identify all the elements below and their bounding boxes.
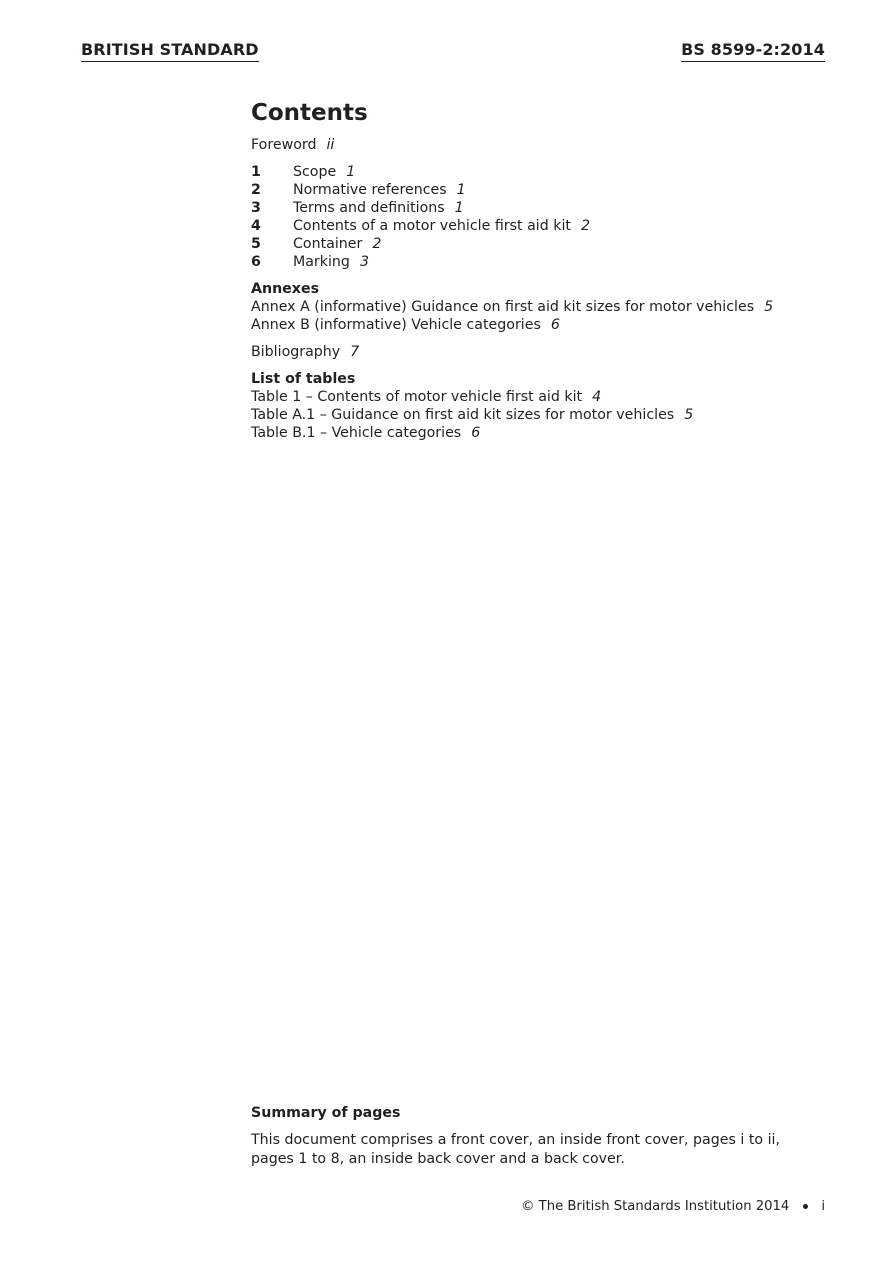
toc-entry-label: Normative references bbox=[293, 182, 447, 198]
toc-entry-label: Table 1 – Contents of motor vehicle first aid kit bbox=[251, 389, 583, 405]
clause-number: 5 bbox=[251, 236, 261, 252]
toc-table-a1[interactable] bbox=[251, 406, 851, 424]
toc-page-number: 5 bbox=[764, 299, 774, 315]
toc-page-number: 4 bbox=[592, 389, 602, 405]
toc-page-number: 6 bbox=[471, 425, 481, 441]
clause-number: 6 bbox=[251, 254, 261, 270]
clause-number: 4 bbox=[251, 218, 261, 234]
list-of-tables-heading: List of tables bbox=[251, 371, 356, 387]
toc-clause-5[interactable] bbox=[251, 235, 851, 253]
summary-line-1: This document comprises a front cover, an inside front cover, pages i to ii, bbox=[251, 1132, 780, 1148]
toc-entry-label: Container bbox=[293, 236, 363, 252]
toc-entry-label: Bibliography bbox=[251, 344, 341, 360]
toc-annex-b[interactable] bbox=[251, 316, 851, 334]
toc-entry-foreword[interactable] bbox=[251, 136, 851, 154]
toc-entry-label: Annex A (informative) Guidance on first aid kit sizes for motor vehicles bbox=[251, 299, 755, 315]
toc-entry-label: Marking bbox=[293, 254, 350, 270]
page-footer bbox=[521, 1199, 825, 1214]
toc-page-number: 2 bbox=[372, 236, 382, 252]
running-header-left: BRITISH STANDARD bbox=[81, 40, 259, 62]
toc-clause-2[interactable] bbox=[251, 181, 851, 199]
clause-number: 2 bbox=[251, 182, 261, 198]
toc-page-number: 7 bbox=[350, 344, 360, 360]
contents-title: Contents bbox=[251, 100, 368, 126]
toc-entry-label: Annex B (informative) Vehicle categories bbox=[251, 317, 541, 333]
toc-clause-4[interactable] bbox=[251, 217, 851, 235]
toc-annex-a[interactable] bbox=[251, 298, 851, 316]
bullet-separator-icon bbox=[803, 1204, 808, 1209]
toc-clause-6[interactable] bbox=[251, 253, 851, 271]
toc-entry-label: Scope bbox=[293, 164, 337, 180]
toc-page-number: 3 bbox=[359, 254, 369, 270]
toc-page-number: 2 bbox=[580, 218, 590, 234]
toc-page-number: 5 bbox=[684, 407, 694, 423]
copyright-notice: © The British Standards Institution 2014 bbox=[521, 1199, 790, 1214]
toc-clause-1[interactable] bbox=[251, 163, 851, 181]
toc-entry-label: Terms and definitions bbox=[293, 200, 445, 216]
toc-table-1[interactable] bbox=[251, 388, 851, 406]
summary-line-2: pages 1 to 8, an inside back cover and a back cover. bbox=[251, 1150, 625, 1167]
clause-number: 1 bbox=[251, 164, 261, 180]
summary-title: Summary of pages bbox=[251, 1105, 401, 1121]
page-number: i bbox=[821, 1199, 825, 1214]
toc-clause-3[interactable] bbox=[251, 199, 851, 217]
toc-table-b1[interactable] bbox=[251, 424, 851, 442]
annexes-heading: Annexes bbox=[251, 281, 320, 297]
toc-entry-label: Contents of a motor vehicle first aid kit bbox=[293, 218, 571, 234]
toc-entry-label: Table A.1 – Guidance on first aid kit sizes for motor vehicles bbox=[251, 407, 675, 423]
toc-page-number: 6 bbox=[550, 317, 560, 333]
toc-page-number: 1 bbox=[454, 200, 464, 216]
running-header-right: BS 8599-2:2014 bbox=[681, 40, 825, 62]
table-of-contents bbox=[251, 98, 851, 442]
toc-page-number: 1 bbox=[346, 164, 356, 180]
toc-page-number: 1 bbox=[456, 182, 466, 198]
toc-entry-label: Table B.1 – Vehicle categories bbox=[251, 425, 462, 441]
clause-number: 3 bbox=[251, 200, 261, 216]
toc-entry-label: Foreword bbox=[251, 137, 317, 153]
toc-entry-bibliography[interactable] bbox=[251, 343, 851, 361]
summary-of-pages bbox=[251, 1104, 851, 1168]
toc-page-number: ii bbox=[326, 137, 335, 153]
